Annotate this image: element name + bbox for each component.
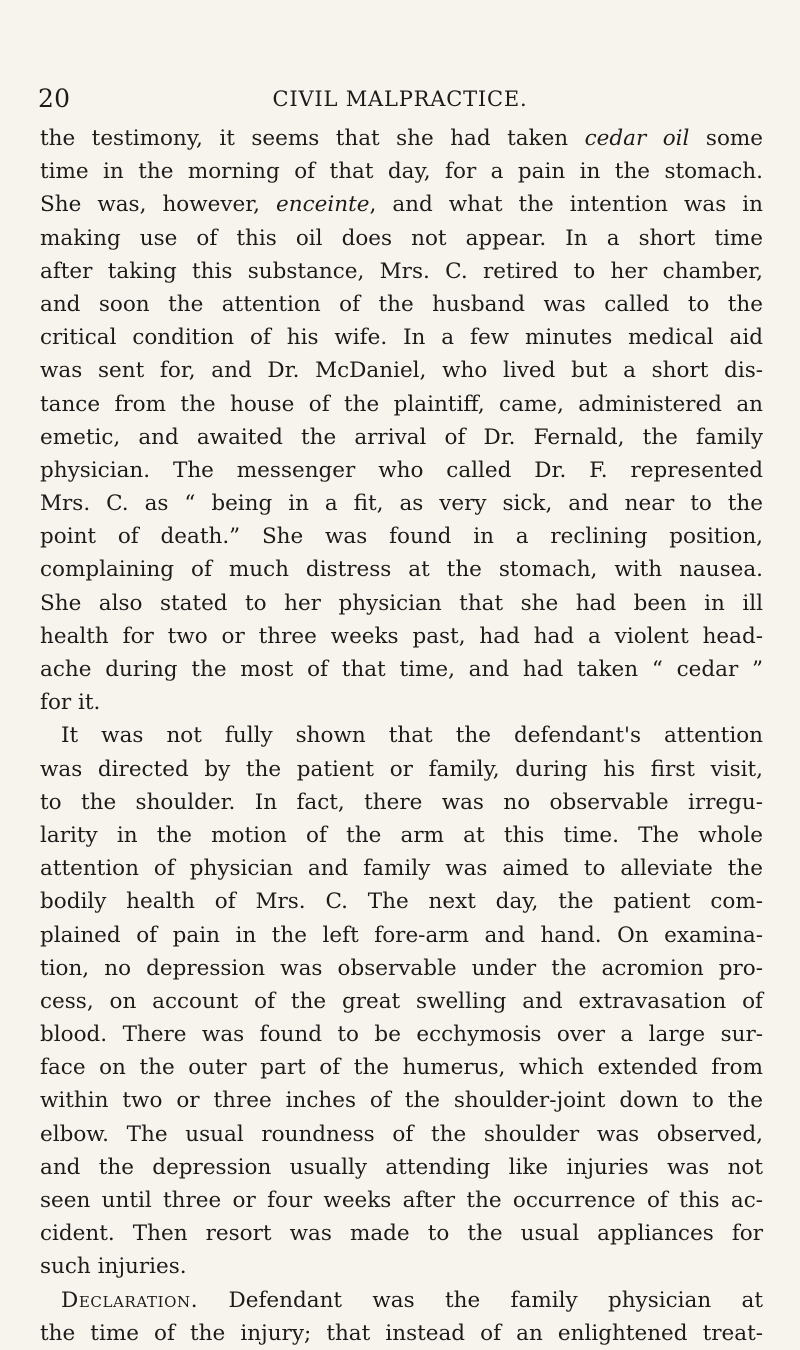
text-line: emetic, and awaited the arrival of Dr. Fernald, the family [40,424,763,450]
text-line: after taking this substance, Mrs. C. retired to her chamber, [40,258,763,284]
text-line: complaining of much distress at the stomach, with nausea. [40,557,763,583]
text-line: attention of physician and family was aimed to alleviate the [40,856,763,882]
text-line: critical condition of his wife. In a few minutes medical aid [40,325,763,351]
text-line: was sent for, and Dr. McDaniel, who lived but a short dis- [40,358,763,384]
text-line: was directed by the patient or family, during his first visit, [40,756,763,782]
text-line: cess, on account of the great swelling and extravasation of [40,988,763,1014]
text-line: health for two or three weeks past, had had a violent head- [40,623,763,649]
text-line: larity in the motion of the arm at this time. The whole [40,822,763,848]
text-line: blood. There was found to be ecchymosis over a large sur- [40,1022,763,1048]
text-line: face on the outer part of the humerus, which extended from [40,1055,763,1081]
text-line: Mrs. C. as “ being in a fit, as very sick, and near to the [40,491,763,517]
text-line: seen until three or four weeks after the occurrence of this ac- [40,1188,763,1213]
body-text [40,122,763,1350]
page-number: 20 [38,84,71,113]
text-line: within two or three inches of the shoulder-joint down to the [40,1088,763,1114]
text-line: cident. Then resort was made to the usual appliances for [40,1221,763,1247]
text-line: for it. [40,690,101,716]
text-line: time in the morning of that day, for a pain in the stomach. [40,159,763,185]
text-line: such injuries. [40,1254,187,1280]
text-line: making use of this oil does not appear. In a short time [40,225,763,251]
text-line: She also stated to her physician that she had been in ill [40,590,763,616]
text-line: elbow. The usual roundness of the shoulder was observed, [40,1121,763,1147]
text-line: point of death.” She was found in a reclining position, [40,524,763,550]
page-header [38,84,762,124]
text-line: to the shoulder. In fact, there was no observable irregu- [40,789,763,815]
text-line: the testimony, it seems that she had taken cedar oil some [40,126,763,151]
text-line: It was not fully shown that the defendant's attention [61,723,763,749]
text-line: bodily health of Mrs. C. The next day, the patient com- [40,889,763,915]
text-line: and soon the attention of the husband was called to the [40,291,763,317]
text-line: tance from the house of the plaintiff, came, administered an [40,391,763,417]
text-line: Declaration. Defendant was the family physician at [61,1287,763,1313]
text-line: the time of the injury; that instead of an enlightened treat- [40,1320,763,1346]
text-line: plained of pain in the left fore-arm and hand. On examina- [40,922,763,948]
text-line: ache during the most of that time, and had taken “ cedar ” [40,657,763,682]
section-heading: Declaration. [61,1287,199,1313]
text-line: tion, no depression was observable under the acromion pro- [40,955,763,981]
running-head: CIVIL MALPRACTICE. [272,87,528,111]
text-line: and the depression usually attending like injuries was not [40,1154,763,1180]
text-line: She was, however, enceinte, and what the intention was in [40,192,764,218]
text-line: physician. The messenger who called Dr. F. represented [40,457,763,483]
